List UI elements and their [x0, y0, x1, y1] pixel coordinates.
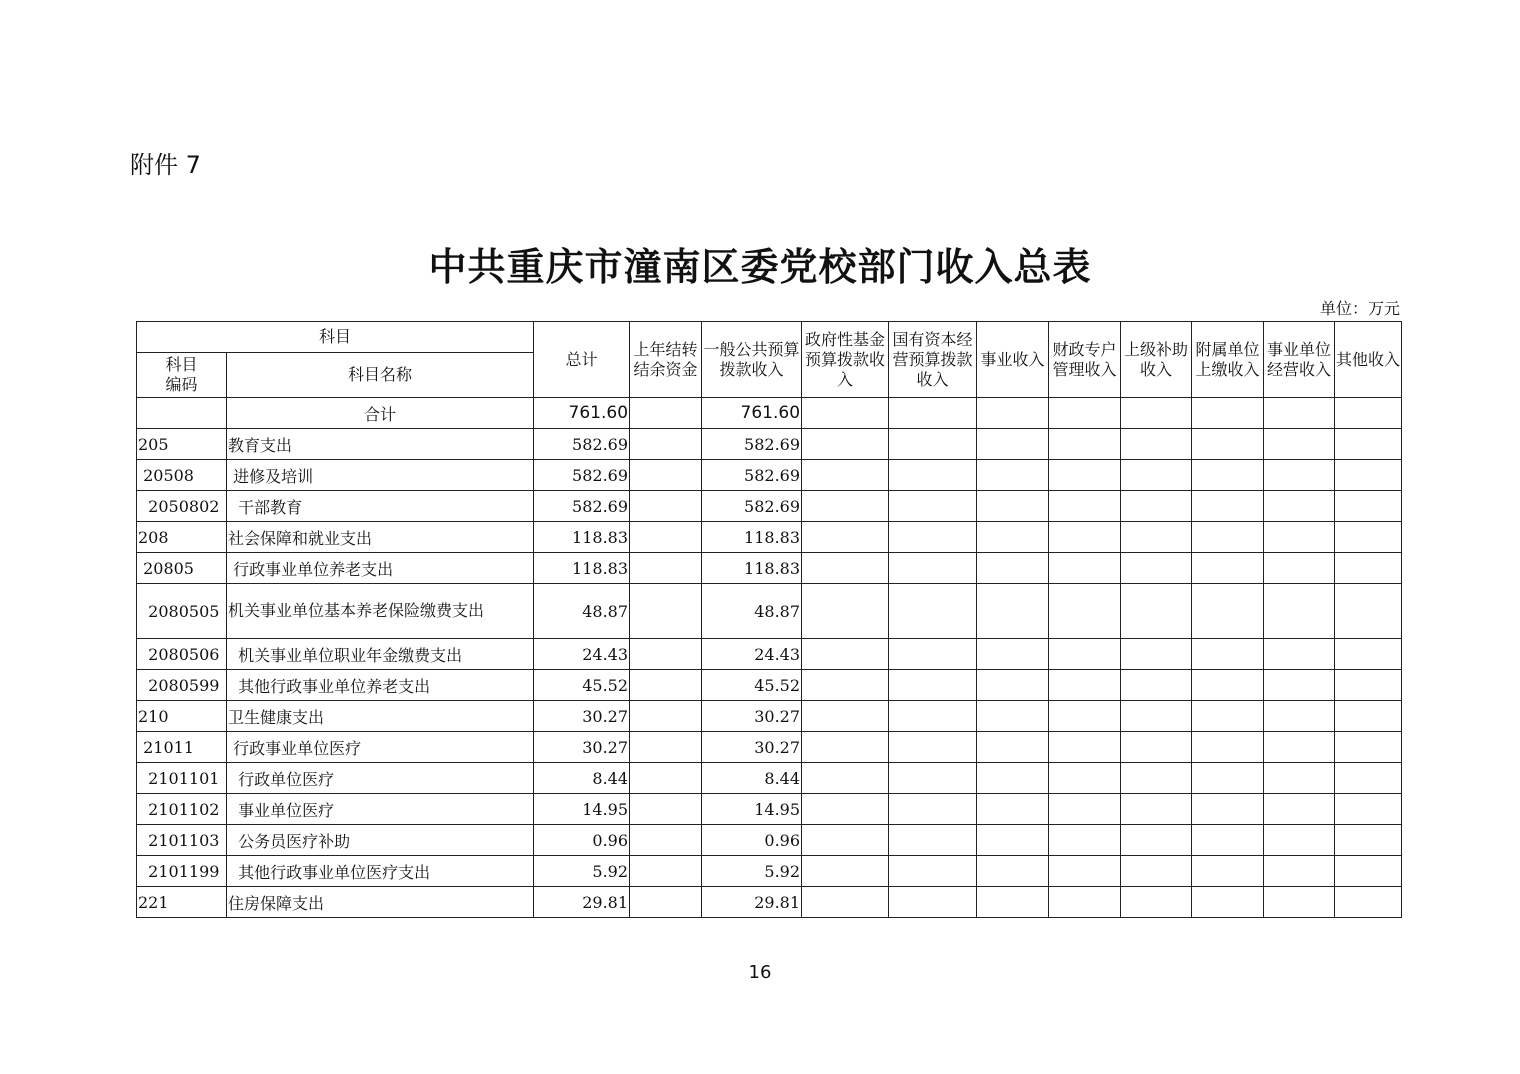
header-fiscal-special: 财政专户管理收入	[1049, 322, 1121, 398]
table-row	[137, 763, 1402, 794]
row-code: 2080599	[137, 670, 227, 701]
row-name: 事业单位医疗	[227, 794, 534, 825]
row-name: 教育支出	[227, 429, 534, 460]
row-name: 其他行政事业单位医疗支出	[227, 856, 534, 887]
row-code: 205	[137, 429, 227, 460]
row-total: 5.92	[534, 856, 630, 887]
header-general-budget: 一般公共预算拨款收入	[702, 322, 802, 398]
income-table	[136, 321, 1402, 918]
row-code: 2101101	[137, 763, 227, 794]
table-row	[137, 794, 1402, 825]
header-other: 其他收入	[1335, 322, 1402, 398]
row-general-budget: 118.83	[702, 522, 802, 553]
row-code: 2101199	[137, 856, 227, 887]
table-row	[137, 856, 1402, 887]
row-total: 118.83	[534, 553, 630, 584]
header-affiliated: 附属单位上缴收入	[1192, 322, 1264, 398]
row-total: 0.96	[534, 825, 630, 856]
row-general-budget: 14.95	[702, 794, 802, 825]
table-row	[137, 491, 1402, 522]
row-code: 21011	[137, 732, 227, 763]
header-code: 科目 编码	[137, 353, 227, 398]
header-operating: 事业单位经营收入	[1264, 322, 1335, 398]
table-row	[137, 701, 1402, 732]
header-subject: 科目	[137, 322, 534, 353]
row-name: 行政事业单位医疗	[227, 732, 534, 763]
row-name: 干部教育	[227, 491, 534, 522]
row-total: 8.44	[534, 763, 630, 794]
row-general-budget: 45.52	[702, 670, 802, 701]
row-code: 2101103	[137, 825, 227, 856]
total-general-budget: 761.60	[702, 398, 802, 429]
table-row	[137, 522, 1402, 553]
row-total: 29.81	[534, 887, 630, 918]
row-name: 公务员医疗补助	[227, 825, 534, 856]
row-general-budget: 582.69	[702, 491, 802, 522]
row-code: 2080505	[137, 584, 227, 639]
row-name: 机关事业单位基本养老保险缴费支出	[227, 584, 534, 639]
row-general-budget: 48.87	[702, 584, 802, 639]
unit-label: 单位：万元	[1319, 299, 1400, 318]
table-row	[137, 887, 1402, 918]
row-code: 2080506	[137, 639, 227, 670]
row-code: 20805	[137, 553, 227, 584]
row-total: 582.69	[534, 491, 630, 522]
row-total: 582.69	[534, 429, 630, 460]
row-code: 208	[137, 522, 227, 553]
table-row	[137, 460, 1402, 491]
row-name: 卫生健康支出	[227, 701, 534, 732]
header-carryover: 上年结转结余资金	[630, 322, 702, 398]
row-total: 14.95	[534, 794, 630, 825]
row-general-budget: 582.69	[702, 460, 802, 491]
row-general-budget: 118.83	[702, 553, 802, 584]
row-name: 住房保障支出	[227, 887, 534, 918]
page-number: 16	[748, 962, 772, 983]
row-general-budget: 30.27	[702, 701, 802, 732]
table-row	[137, 429, 1402, 460]
header-business: 事业收入	[977, 322, 1049, 398]
table-row	[137, 639, 1402, 670]
row-name: 机关事业单位职业年金缴费支出	[227, 639, 534, 670]
row-general-budget: 29.81	[702, 887, 802, 918]
page-title: 中共重庆市潼南区委党校部门收入总表	[428, 244, 1092, 289]
row-name: 其他行政事业单位养老支出	[227, 670, 534, 701]
row-total: 24.43	[534, 639, 630, 670]
row-code: 2050802	[137, 491, 227, 522]
row-total: 30.27	[534, 701, 630, 732]
row-name: 行政单位医疗	[227, 763, 534, 794]
header-superior-subsidy: 上级补助收入	[1121, 322, 1192, 398]
table-row	[137, 670, 1402, 701]
row-general-budget: 8.44	[702, 763, 802, 794]
header-state-capital: 国有资本经营预算拨款收入	[889, 322, 977, 398]
row-code: 20508	[137, 460, 227, 491]
table-row	[137, 825, 1402, 856]
row-total: 48.87	[534, 584, 630, 639]
total-label: 合计	[227, 398, 534, 429]
row-general-budget: 24.43	[702, 639, 802, 670]
row-total: 30.27	[534, 732, 630, 763]
row-name: 行政事业单位养老支出	[227, 553, 534, 584]
row-total: 45.52	[534, 670, 630, 701]
header-name: 科目名称	[227, 353, 534, 398]
total-value: 761.60	[534, 398, 630, 429]
row-general-budget: 0.96	[702, 825, 802, 856]
row-code: 221	[137, 887, 227, 918]
row-general-budget: 582.69	[702, 429, 802, 460]
row-general-budget: 5.92	[702, 856, 802, 887]
table-row	[137, 553, 1402, 584]
row-general-budget: 30.27	[702, 732, 802, 763]
row-total: 582.69	[534, 460, 630, 491]
row-name: 进修及培训	[227, 460, 534, 491]
row-total: 118.83	[534, 522, 630, 553]
attachment-label: 附件 7	[130, 151, 201, 179]
total-row	[137, 398, 1402, 429]
row-name: 社会保障和就业支出	[227, 522, 534, 553]
row-code: 210	[137, 701, 227, 732]
table-row	[137, 584, 1402, 639]
row-code: 2101102	[137, 794, 227, 825]
table-row	[137, 732, 1402, 763]
header-total: 总计	[534, 322, 630, 398]
header-gov-fund: 政府性基金预算拨款收入	[802, 322, 889, 398]
